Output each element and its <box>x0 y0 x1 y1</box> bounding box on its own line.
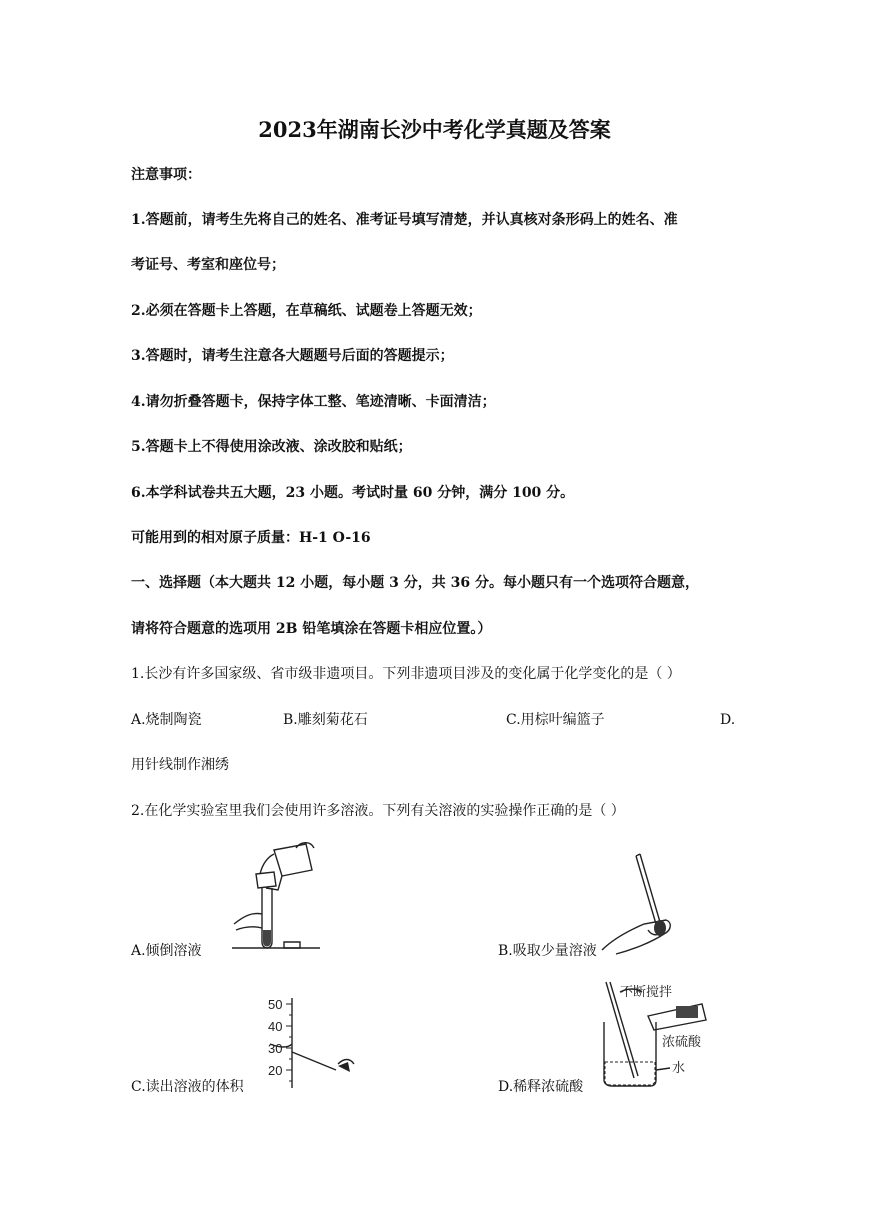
q1-option-d: D. <box>720 712 736 728</box>
q1-option-c: C.用棕叶编篮子 <box>506 712 605 728</box>
q1-option-a: A.烧制陶瓷 <box>131 712 202 728</box>
tick-20: 20 <box>268 1063 283 1078</box>
notice-item-5: 5.答题卡上不得使用涂改液、涂改胶和贴纸； <box>131 439 412 455</box>
label-acid: 浓硫酸 <box>662 1034 702 1049</box>
notice-item-1: 1.答题前，请考生先将自己的姓名、准考证号填写清楚，并认真核对条形码上的姓名、准 <box>131 212 678 228</box>
pouring-solution-figure <box>226 842 326 954</box>
label-stir: 不断搅拌 <box>620 984 673 999</box>
notice-item-4: 4.请勿折叠答题卡，保持字体工整、笔迹清晰、卡面清洁； <box>131 394 496 410</box>
notice-item-3: 3.答题时，请考生注意各大题题号后面的答题提示； <box>131 348 454 364</box>
q1-option-d-cont: 用针线制作湘绣 <box>131 757 229 773</box>
q1-option-b: B.雕刻菊花石 <box>283 712 368 728</box>
q2-option-b: B.吸取少量溶液 <box>498 943 597 959</box>
atomic-mass-note: 可能用到的相对原子质量：H-1 O-16 <box>131 530 371 546</box>
q2-option-d: D.稀释浓硫酸 <box>498 1079 584 1095</box>
q2-option-c: C.读出溶液的体积 <box>131 1079 244 1095</box>
q2-option-a: A.倾倒溶液 <box>131 943 202 959</box>
q2-stem: 2.在化学实验室里我们会使用许多溶液。下列有关溶液的实验操作正确的是（ ） <box>131 803 625 819</box>
notice-item-2: 2.必须在答题卡上答题，在草稿纸、试题卷上答题无效； <box>131 303 482 319</box>
tick-30: 30 <box>268 1041 283 1056</box>
section1-heading: 一、选择题（本大题共 12 小题，每小题 3 分，共 36 分。每小题只有一个选项符合题意， <box>131 575 699 591</box>
tick-40: 40 <box>268 1019 283 1034</box>
dropper-figure <box>592 850 678 958</box>
label-water: 水 <box>672 1060 686 1075</box>
section1-heading-cont: 请将符合题意的选项用 2B 铅笔填涂在答题卡相应位置。） <box>131 621 492 637</box>
notice-heading: 注意事项： <box>131 167 201 183</box>
graduated-cylinder-figure <box>266 996 366 1090</box>
dilute-acid-figure <box>598 980 716 1088</box>
tick-50: 50 <box>268 997 283 1012</box>
notice-item-1-cont: 考证号、考室和座位号； <box>131 257 285 273</box>
q1-stem: 1.长沙有许多国家级、省市级非遗项目。下列非遗项目涉及的变化属于化学变化的是（ ） <box>131 666 681 682</box>
document-title: 2023年湖南长沙中考化学真题及答案 <box>258 117 611 142</box>
notice-item-6: 6.本学科试卷共五大题，23 小题。考试时量 60 分钟，满分 100 分。 <box>131 485 575 501</box>
